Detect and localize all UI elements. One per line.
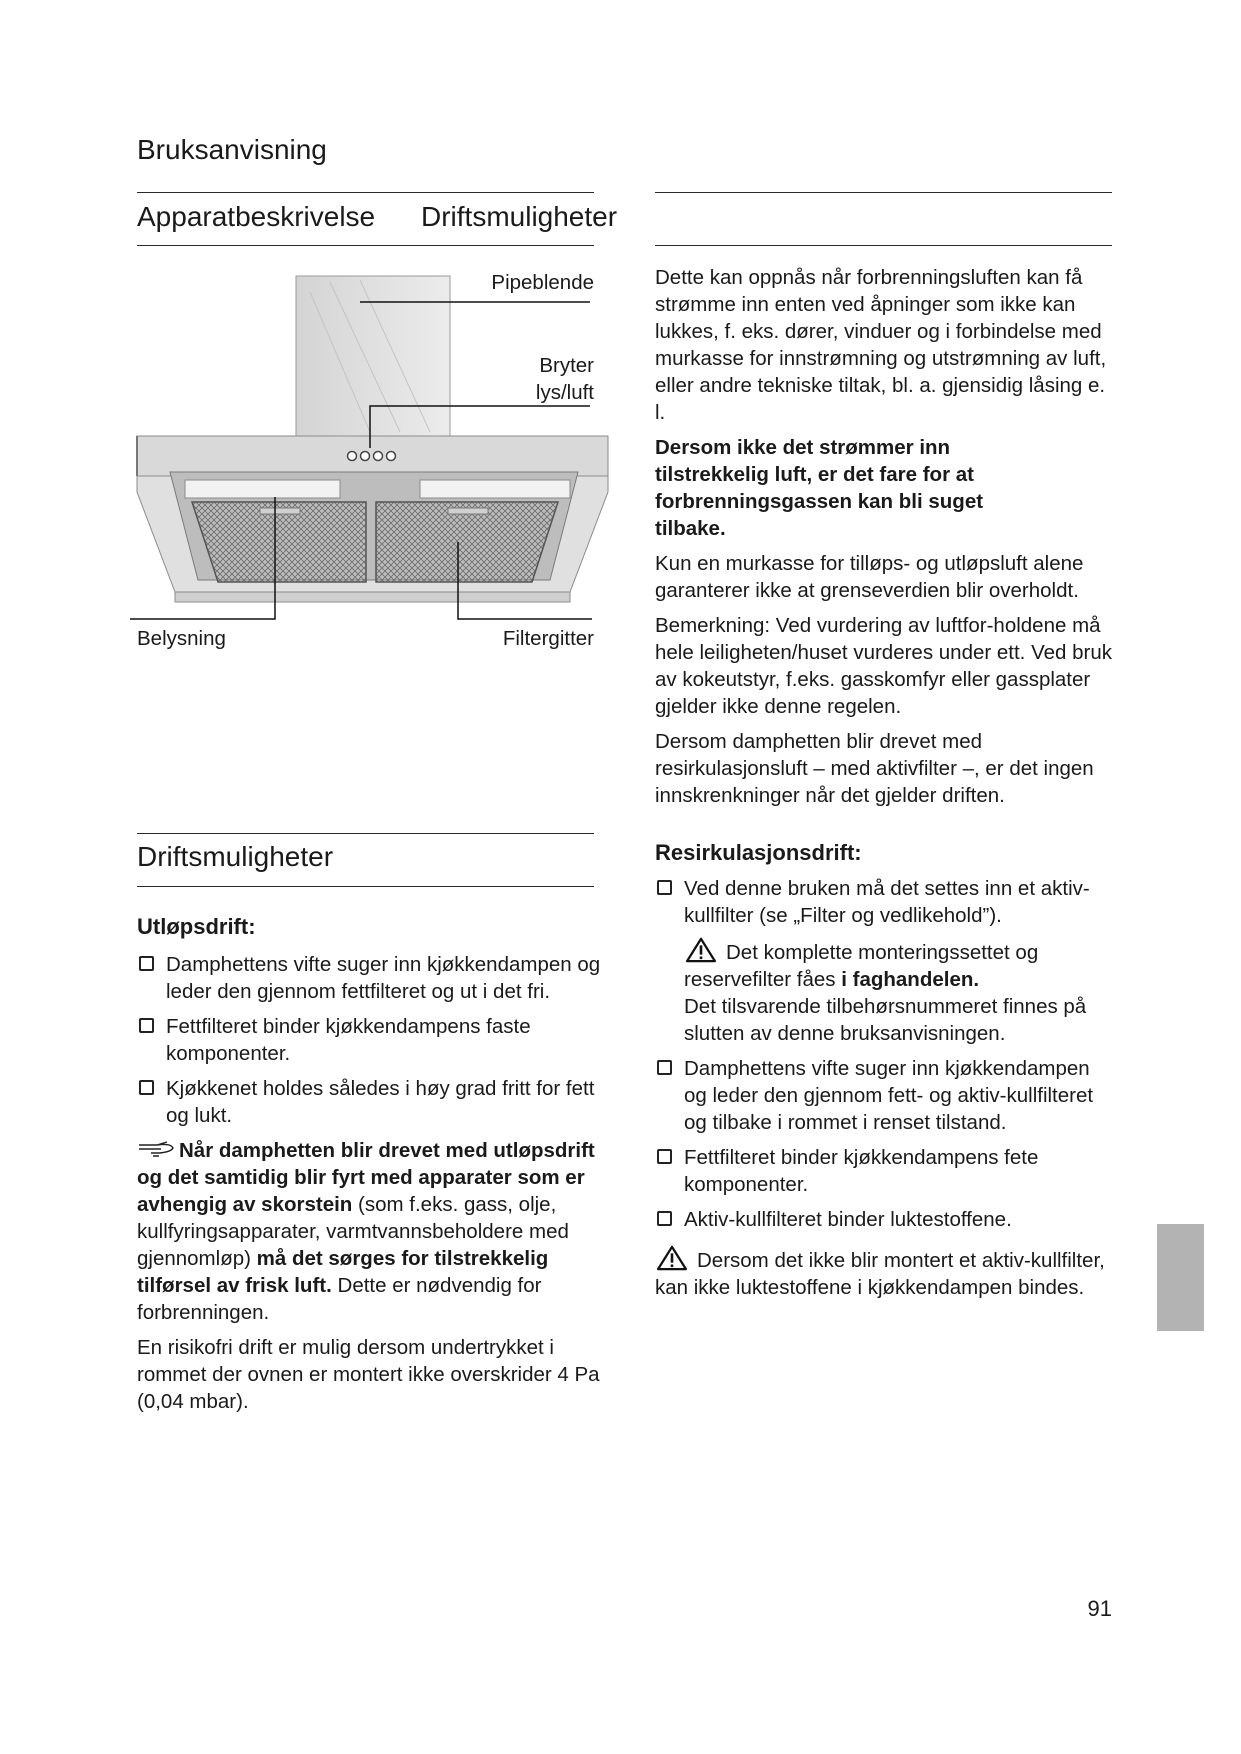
- section-title-apparatbeskrivelse: Apparatbeskrivelse: [137, 201, 376, 232]
- warning-monteringssett: [655, 937, 1112, 1047]
- resirk-item-1: Ved denne bruken må det settes inn et aktiv-kullfilter (se „Filter og vedlikehold”).: [655, 875, 1112, 929]
- note-skorstein: Når damphetten blir drevet med utløpsdrift og det samtidig blir fyrt med apparater som er avhengig av skorstein (som f.eks. gass, olje, kullfyringsapparater, varmtvannsbeholdere med gjennomløp) må det sørges for tilstrekkelig tilførsel av frisk luft. Dette er nødvendig for forbrenningen.: [137, 1139, 595, 1324]
- para-bemerkning: Bemerkning: Ved vurdering av luftfor-holdene må hele leiligheten/huset vurderes under ett. Ved bruk av kokeutstyr, f.eks. gasskomfyr eller gassplater gjelder ikke denne regelen.: [655, 614, 1112, 718]
- resirk-item-4: Aktiv-kullfilteret binder luktestoffene.: [655, 1206, 1112, 1233]
- utlop-item-2: Fettfilteret binder kjøkkendampens faste komponenter.: [137, 1013, 607, 1067]
- label-bryter-line1: Bryter: [539, 354, 594, 377]
- checkbox-bullet-icon: [657, 880, 672, 895]
- para-murkasse: Kun en murkasse for tilløps- og utløpsluft alene garanterer ikke at grenseverdien blir overholdt.: [655, 552, 1084, 602]
- page-number: 91: [1087, 1596, 1112, 1621]
- utlop-item-1: Damphettens vifte suger inn kjøkkendampen og leder den gjennom fettfilteret og ut i det fri.: [137, 951, 607, 1005]
- page-title: Bruksanvisning: [137, 134, 327, 165]
- section-title-driftsmuligheter-right: Driftsmuligheter: [421, 201, 618, 232]
- label-pipeblende: Pipeblende: [491, 271, 594, 294]
- warning-kullfilter: Dersom det ikke blir montert et aktiv-kullfilter, kan ikke luktestoffene i kjøkkendampen bindes.: [655, 1245, 1112, 1301]
- utlop-item-3: Kjøkkenet holdes således i høy grad fritt for fett og lukt.: [137, 1075, 607, 1129]
- rule-right-under-title: [655, 245, 1112, 246]
- para-resirkulasjonsluft: Dersom damphetten blir drevet med resirkulasjonsluft – med aktivfilter –, er det ingen innskrenkninger når det gjelder driften.: [655, 730, 1094, 807]
- heading-resirkulasjonsdrift: Resirkulasjonsdrift:: [655, 840, 862, 865]
- rule-left-driftsmuligheter-bottom: [137, 886, 594, 887]
- warning-monteringssett-line1: Det komplette monteringssettet og reservefilter fåes i faghandelen.: [684, 937, 1112, 993]
- warning-monteringssett-line2: Det tilsvarende tilbehørsnummeret finnes på slutten av denne bruksanvisningen.: [684, 995, 1087, 1045]
- label-bryter-line2: lys/luft: [535, 381, 594, 404]
- section-title-driftsmuligheter: Driftsmuligheter: [137, 841, 334, 872]
- left-column-body: [137, 913, 607, 1423]
- para-fare: Dersom ikke det strømmer inn tilstrekkelig luft, er det fare for at forbrenningsgassen kan bli suget tilbake.: [655, 436, 984, 540]
- rule-left-top: [137, 192, 594, 193]
- resirk-item-3: Fettfilteret binder kjøkkendampens fete komponenter.: [655, 1144, 1112, 1198]
- language-tab-marker: [1157, 1224, 1204, 1331]
- warning-triangle-icon: [684, 937, 718, 963]
- rule-left-under-title: [137, 245, 594, 246]
- rule-right-top: [655, 192, 1112, 193]
- checkbox-bullet-icon: [139, 956, 154, 971]
- label-filtergitter: Filtergitter: [502, 627, 594, 650]
- rule-left-driftsmuligheter-top: [137, 833, 594, 834]
- para-forbrenningsluft: Dette kan oppnås når forbrenningsluften kan få strømme inn enten ved åpninger som ikke kan lukkes, f. eks. dører, vinduer og i forbindelse med murkasse for innstrømning og utstrømning av luft, eller andre tekniske tiltak, bl. a. gjensidig låsing e. l.: [655, 266, 1107, 424]
- risk-paragraph: En risikofri drift er mulig dersom undertrykket i rommet der ovnen er montert ikke overskrider 4 Pa (0,04 mbar).: [137, 1336, 600, 1413]
- resirk-item-2: Damphettens vifte suger inn kjøkkendampen og leder den gjennom fett- og aktiv-kullfilteret og tilbake i rommet i renset tilstand.: [655, 1055, 1112, 1136]
- checkbox-bullet-icon: [657, 1060, 672, 1075]
- chimney: [296, 276, 450, 436]
- heading-utlopsdrift: Utløpsdrift:: [137, 914, 256, 939]
- checkbox-bullet-icon: [139, 1018, 154, 1033]
- checkbox-bullet-icon: [657, 1149, 672, 1164]
- checkbox-bullet-icon: [657, 1211, 672, 1226]
- checkbox-bullet-icon: [139, 1080, 154, 1095]
- range-hood-illustration: [130, 262, 615, 657]
- label-belysning: Belysning: [137, 627, 226, 650]
- pointing-hand-icon: [137, 1139, 175, 1159]
- warning-triangle-icon: [655, 1245, 689, 1271]
- right-column-body: [655, 264, 1112, 1309]
